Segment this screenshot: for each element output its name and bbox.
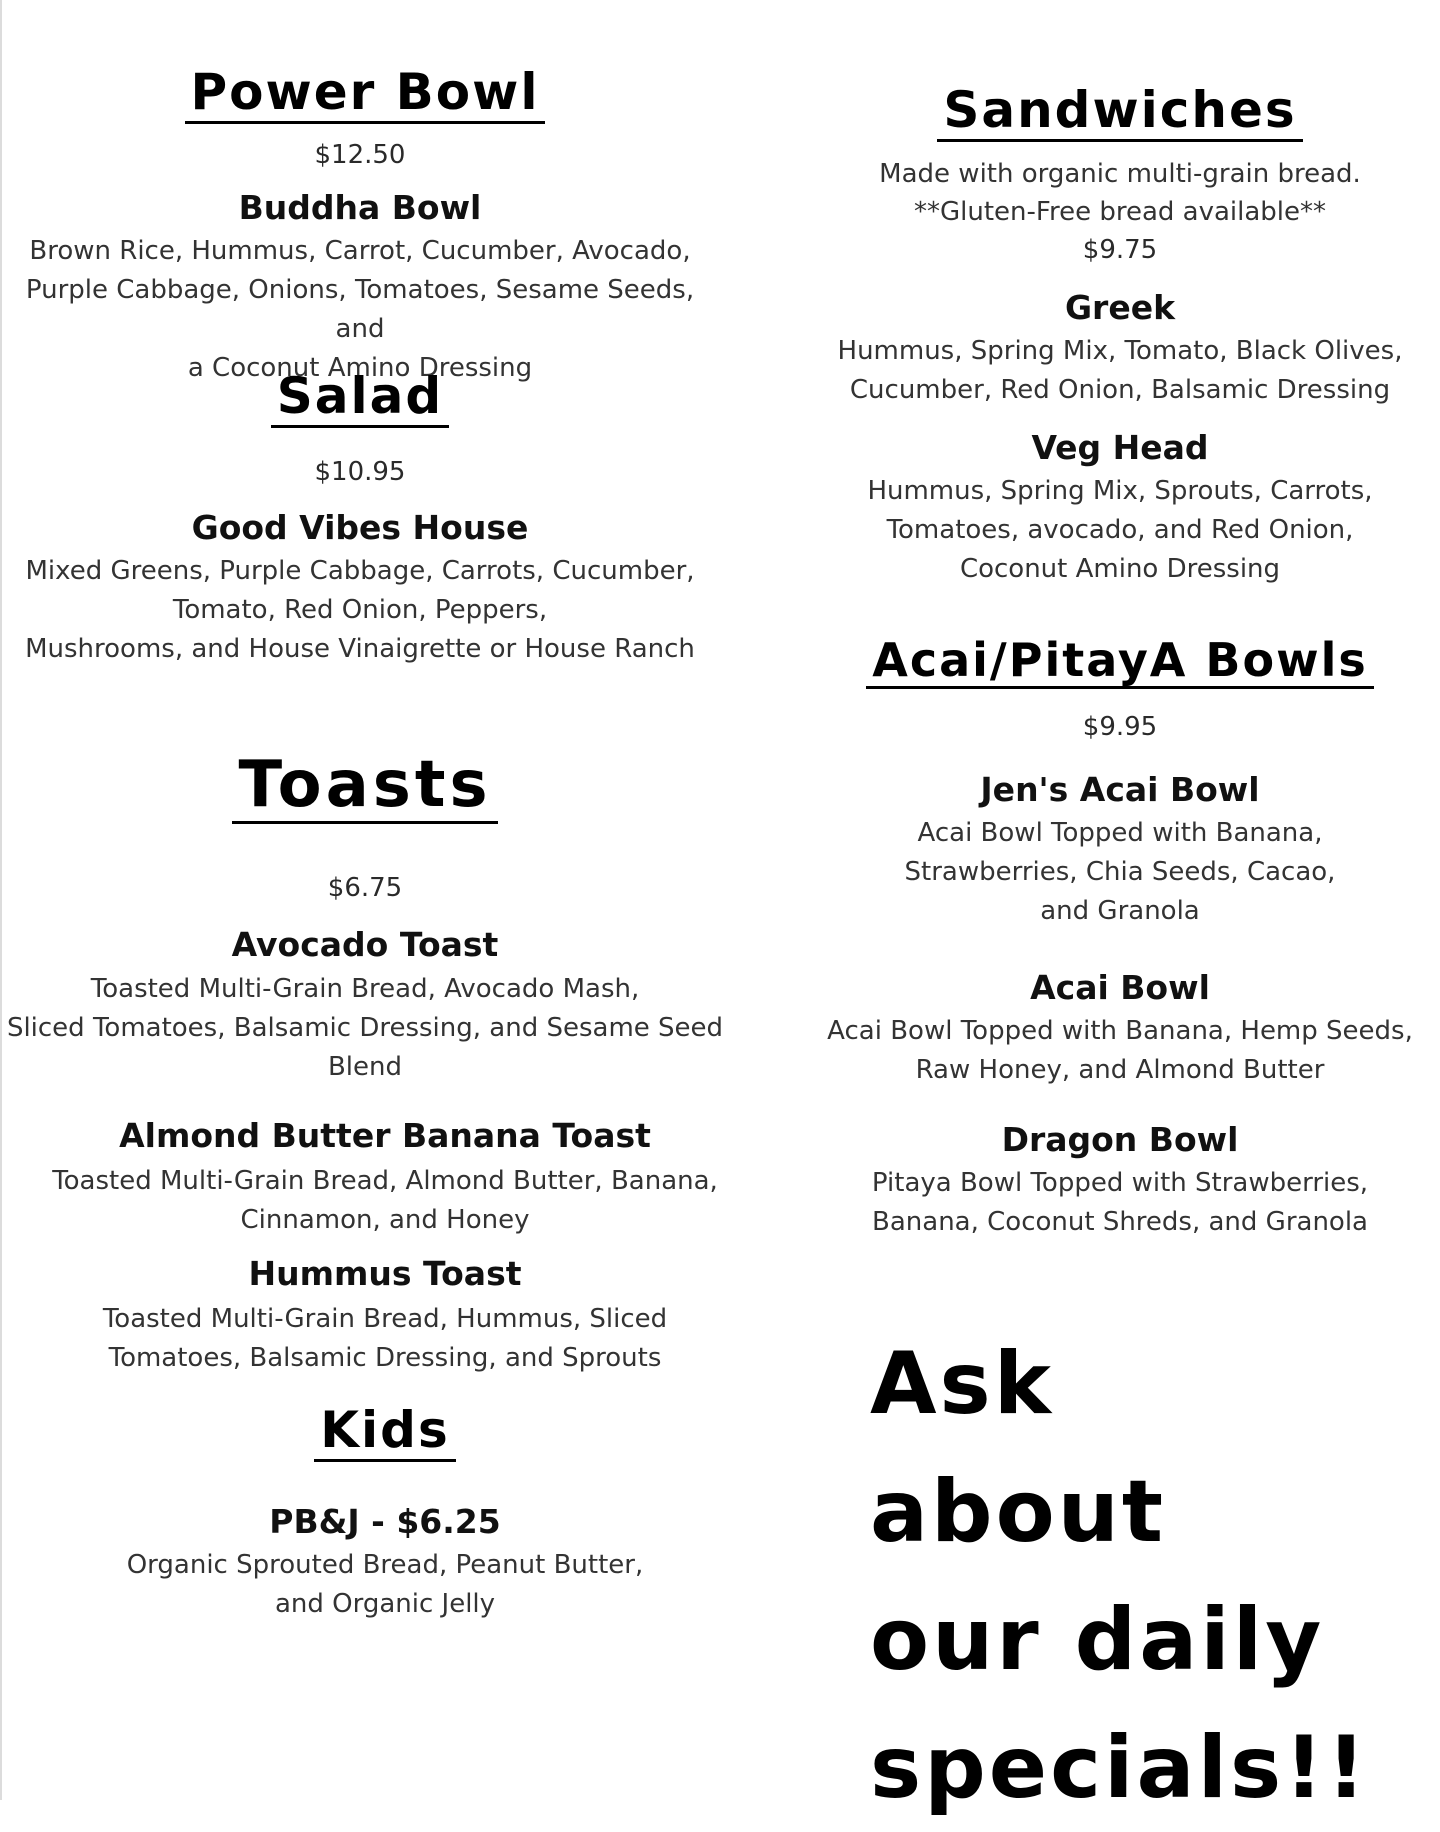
desc-line: Blend [327,1052,403,1082]
power-bowl-heading: Power Bowl [185,66,546,124]
hummus-toast-desc [0,1300,770,1378]
desc-line: Toasted Multi-Grain Bread, Avocado Mash, [90,974,640,1004]
acai-price: $9.95 [1082,712,1158,742]
daily-specials-callout [870,1320,1369,1832]
veg-head-name: Veg Head [1031,428,1209,467]
desc-line: Mushrooms, and House Vinaigrette or House Ranch [25,634,695,664]
left-column [0,0,730,1800]
greek-desc [820,332,1420,410]
kids-section [0,1401,770,1462]
desc-line: Toasted Multi-Grain Bread, Hummus, Sliced [102,1304,668,1334]
desc-line: Raw Honey, and Almond Butter [915,1055,1325,1085]
desc-line: Strawberries, Chia Seeds, Cacao, [904,857,1336,887]
specials-line: specials!! [870,1718,1369,1818]
desc-line: Tomatoes, Balsamic Dressing, and Sprouts [108,1343,662,1373]
power-bowl-section [0,63,730,124]
desc-line: Mixed Greens, Purple Cabbage, Carrots, Cucumber, [25,556,695,586]
avocado-toast-name: Avocado Toast [231,925,499,964]
desc-line: Tomatoes, avocado, and Red Onion, [886,515,1354,545]
sandwiches-section [820,81,1420,142]
dragon-bowl-name: Dragon Bowl [1001,1120,1239,1159]
desc-line: Acai Bowl Topped with Banana, Hemp Seeds, [827,1016,1413,1046]
pbj-desc [0,1546,770,1624]
salad-price: $10.95 [314,457,406,487]
acai-bowl-desc [820,1012,1420,1090]
jens-acai-name: Jen's Acai Bowl [980,770,1260,809]
dragon-bowl-desc [820,1164,1420,1242]
desc-line: Coconut Amino Dressing [959,554,1281,584]
greek-name: Greek [1064,288,1176,327]
desc-line: Sliced Tomatoes, Balsamic Dressing, and Sesame Seed [6,1013,724,1043]
desc-line: and Organic Jelly [274,1589,496,1619]
toasts-heading: Toasts [232,752,497,824]
sandwiches-heading: Sandwiches [937,84,1302,142]
sandwiches-notes [820,155,1420,231]
desc-line: Hummus, Spring Mix, Sprouts, Carrots, [867,476,1373,506]
desc-line: a Coconut Amino Dressing [187,353,533,383]
buddha-bowl-desc [0,232,720,388]
acai-bowl-name: Acai Bowl [1030,968,1210,1007]
veg-head-desc [820,472,1420,589]
hummus-toast-name: Hummus Toast [248,1254,522,1293]
almond-toast-desc [0,1162,770,1240]
good-vibes-name: Good Vibes House [191,508,529,547]
desc-line: Acai Bowl Topped with Banana, [917,818,1323,848]
desc-line: Brown Rice, Hummus, Carrot, Cucumber, Avocado, [29,236,691,266]
almond-toast-name: Almond Butter Banana Toast [119,1116,651,1155]
buddha-bowl-name: Buddha Bowl [238,188,482,227]
jens-acai-desc [820,814,1420,931]
desc-line: Cucumber, Red Onion, Balsamic Dressing [849,375,1391,405]
power-bowl-price: $12.50 [314,140,406,170]
desc-line: Pitaya Bowl Topped with Strawberries, [871,1168,1369,1198]
bread-note: Made with organic multi-grain bread. [879,159,1361,189]
desc-line: Organic Sprouted Bread, Peanut Butter, [126,1550,644,1580]
sandwiches-price: $9.75 [1082,235,1158,265]
desc-line: Toasted Multi-Grain Bread, Almond Butter, Banana, [52,1166,718,1196]
good-vibes-desc [0,552,720,669]
kids-heading: Kids [314,1404,455,1462]
specials-line: Ask about [870,1334,1167,1562]
toasts-section [0,748,730,824]
specials-line: our daily [870,1590,1325,1690]
toasts-price: $6.75 [327,873,403,903]
pbj-name: PB&J - $6.25 [269,1502,501,1541]
desc-line: Purple Cabbage, Onions, Tomatoes, Sesame Seeds, and [25,275,695,344]
desc-line: Banana, Coconut Shreds, and Granola [872,1207,1368,1237]
gluten-free-note: **Gluten-Free bread available** [913,197,1326,227]
avocado-toast-desc [0,970,730,1087]
salad-heading: Salad [271,370,449,428]
desc-line: Tomato, Red Onion, Peppers, [172,595,548,625]
desc-line: Hummus, Spring Mix, Tomato, Black Olives, [837,336,1403,366]
desc-line: Cinnamon, and Honey [240,1205,530,1235]
desc-line: and Granola [1040,896,1200,926]
acai-heading: Acai/PitayA Bowls [866,636,1373,689]
acai-section [820,633,1420,689]
